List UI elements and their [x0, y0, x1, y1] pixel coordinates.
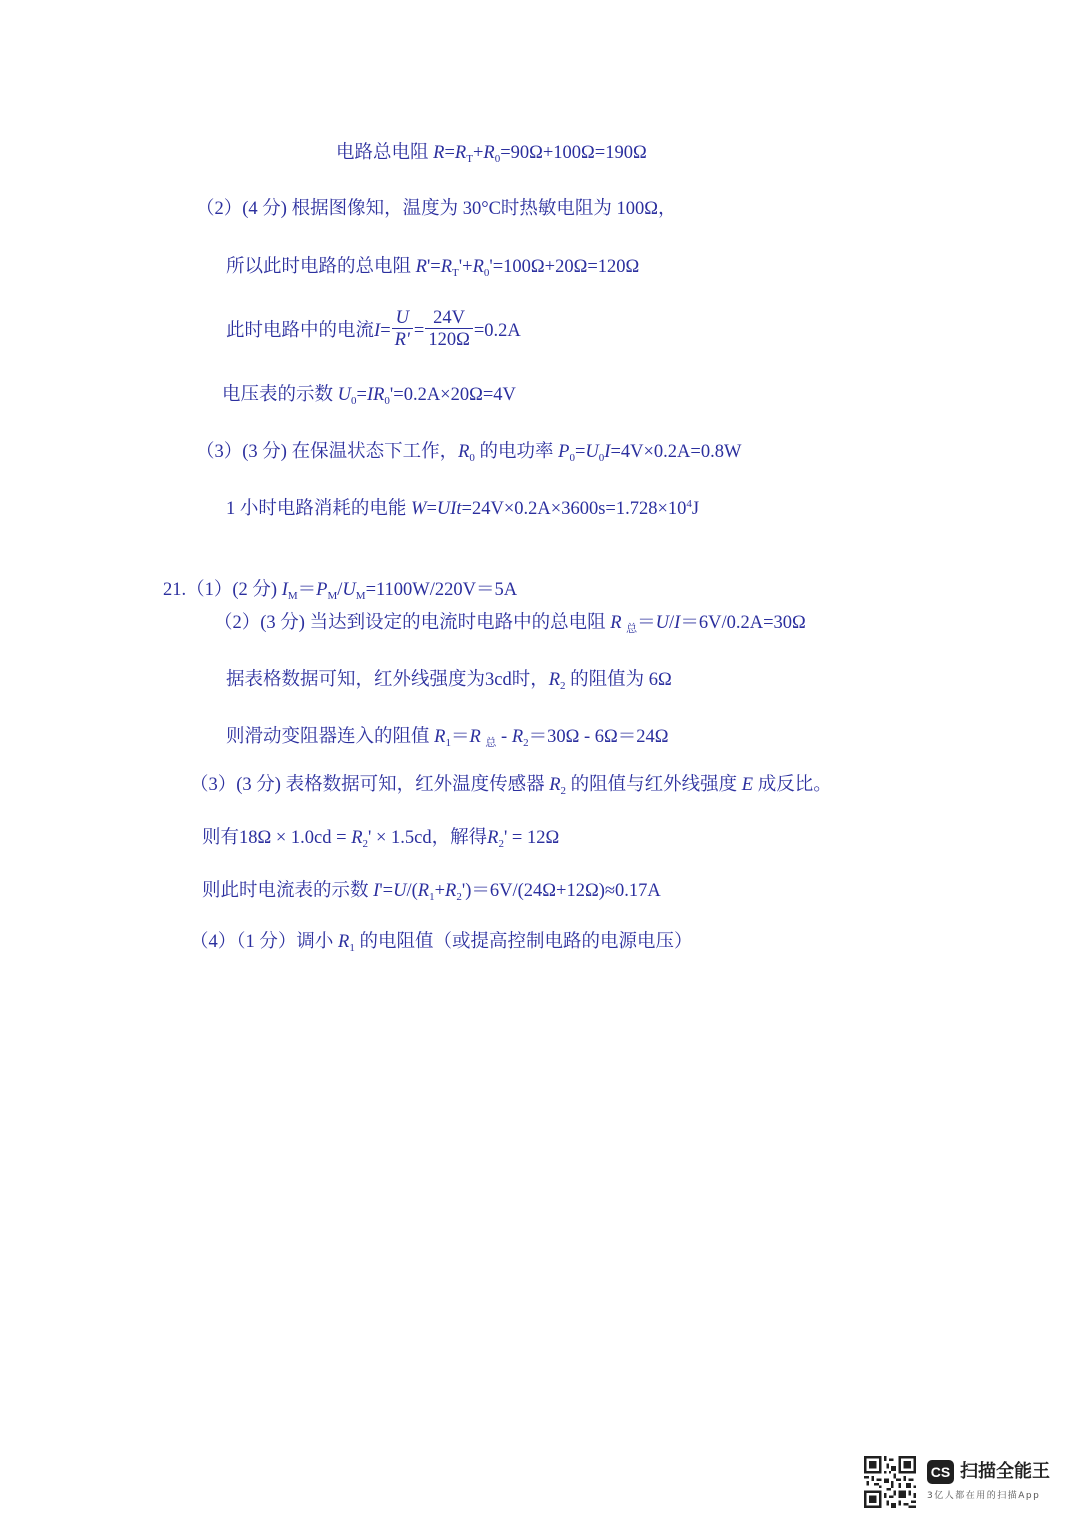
line-current: 此时电路中的电流I= $\frac{U}{R'}$ = $\frac{24V}{120\Omega}$ =0.2A: [226, 308, 521, 351]
fraction-values: [425, 308, 473, 351]
text: 21.（1）(2 分): [163, 580, 278, 600]
brand-name: 扫描全能王: [960, 1461, 1050, 1482]
line-part2-heading: [196, 197, 677, 221]
text: 成反比。: [757, 775, 832, 795]
fraction-denominator: 120Ω: [428, 330, 470, 351]
cs-logo-icon: CS: [927, 1460, 954, 1484]
fraction-numerator: 24V: [425, 308, 473, 329]
text: =0.2A: [473, 321, 521, 341]
line-energy: 1 小时电路消耗的电能 $W=UIt=24V\times 0.2A\times 3600s=1.728\times 10^4J$: [226, 498, 700, 519]
text: 电压表的示数: [222, 385, 334, 405]
line-voltmeter: 电压表的示数 $U_0=IR_0'=0.2A\times 20\Omega=4V$: [222, 385, 516, 407]
text: 则有18Ω × 1.0cd =: [202, 828, 352, 848]
line-table-data: 据表格数据可知，红外线强度为3cd时，$R_2$ 的阻值为 6Ω: [226, 670, 672, 692]
text: 1 小时电路消耗的电能: [226, 499, 407, 519]
line-total-resistance: 电路总电阻 $R=R_T+R_0=90\Omega+100\Omega=190\Omega$: [336, 143, 647, 165]
line-rheostat: 则滑动变阻器连入的阻值 $R_1=R$ $_总 - R_2=30\Omega - 6\Omega=24\Omega$: [226, 727, 669, 749]
line-q21-part4: （4）（1 分）调小 $R_1$ 的电阻值（或提高控制电路的电源电压）: [190, 932, 693, 954]
text: 电路总电阻: [336, 143, 429, 163]
text: 所以此时电路的总电阻: [226, 257, 412, 277]
qr-code-icon: [864, 1456, 916, 1508]
text: 的阻值与红外线强度: [570, 775, 738, 795]
text: （4）（1 分）调小: [190, 932, 334, 952]
line-q21-part2: （2）(3 分) 当达到设定的电流时电路中的总电阻 R $_总$＝U/I＝6V/0.2A=30Ω: [214, 613, 806, 635]
text: 则滑动变阻器连入的阻值: [226, 727, 430, 747]
scanner-watermark: [864, 1456, 1064, 1510]
text: ' × 1.5cd，解得: [368, 828, 488, 848]
text: )＝6V/(24Ω+12Ω)≈0.17A: [465, 881, 661, 901]
text: （3）(3 分) 在保温状态下工作，: [196, 442, 459, 462]
text: 的电功率: [479, 442, 554, 462]
text: （2）(3 分) 当达到设定的电流时电路中的总电阻: [214, 613, 606, 633]
text: 的阻值为 6Ω: [570, 670, 672, 690]
line-total-resistance-30c: 所以此时电路的总电阻 $R'=R_T'+R_0'=100\Omega+20\Omega=120\Omega$: [226, 257, 640, 279]
fraction-denominator: R': [394, 330, 410, 351]
text: 则此时电流表的示数: [202, 881, 369, 901]
text: （3）(3 分) 表格数据可知，红外温度传感器: [190, 775, 545, 795]
line-ammeter: 则此时电流表的示数 $I'=U/(R_1+R_2')=6V/(24\Omega+12\Omega)\approx 0.17A$: [202, 881, 661, 903]
text: 的电阻值（或提高控制电路的电源电压）: [359, 932, 693, 952]
brand-tagline: 3亿人都在用的扫描App: [927, 1491, 1041, 1501]
fraction-numerator: U: [395, 308, 409, 329]
fraction-u-over-r: [392, 308, 413, 351]
text: （2）(4 分) 根据图像知，温度为 30°C时热敏电阻为 100Ω，: [196, 199, 677, 219]
line-q21-part3: （3）(3 分) 表格数据可知，红外温度传感器 $R_2$ 的阻值与红外线强度 E 成反比。: [190, 775, 832, 797]
line-q21-part1: 21.（1）(2 分) $I_M=P_M/U_M=1100W/220V=5A$: [163, 580, 518, 602]
text: 此时电路中的电流: [226, 321, 375, 341]
line-inverse-proportion: 则有$18\Omega \times 1.0cd = R_2' \times 1.5cd$，解得$R_2' = 12\Omega$: [202, 828, 560, 850]
text: 据表格数据可知，红外线强度为3cd时，: [226, 670, 549, 690]
text: ' = 12Ω: [503, 828, 560, 848]
line-part3-power: （3）(3 分) 在保温状态下工作，$R_0$ 的电功率 $P_0=U_0I=4V\times 0.2A=0.8W$: [196, 442, 742, 464]
